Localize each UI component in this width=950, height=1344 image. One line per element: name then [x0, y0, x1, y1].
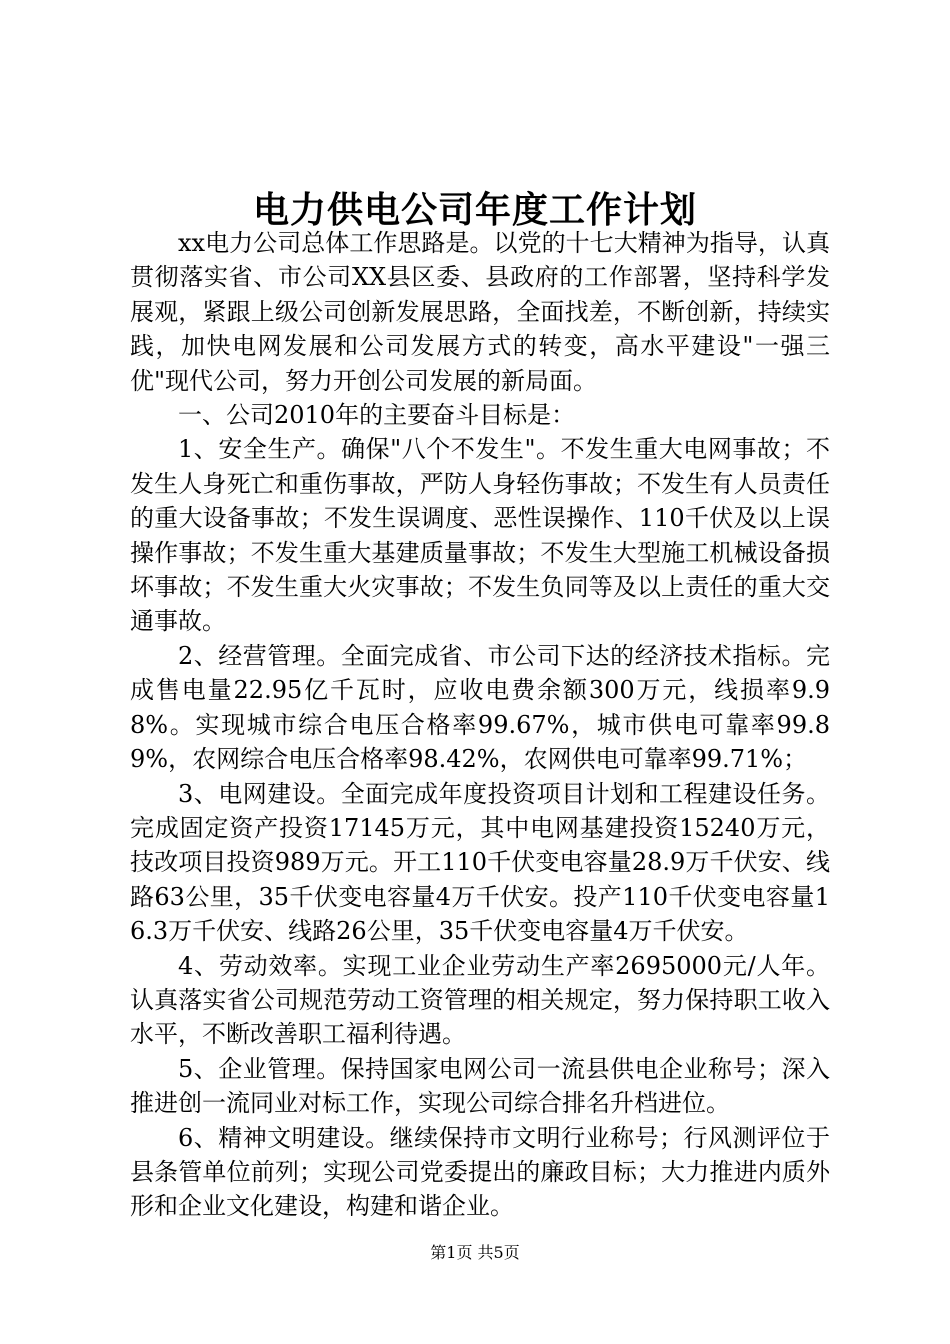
intro-paragraph: xx电力公司总体工作思路是。以党的十七大精神为指导，认真贯彻落实省、市公司XX县区委、县政府的工作部署，坚持科学发展观，紧跟上级公司创新发展思路，全面找差，不断创新，持续实践，加快电网发展和公司发展方式的转变，高水平建设"一强三优"现代公司，努力开创公司发展的新局面。: [130, 229, 830, 395]
operations-paragraph: 2、经营管理。全面完成省、市公司下达的经济技术指标。完成售电量22.95亿千瓦时，应收电费余额300万元，线损率9.98%。实现城市综合电压合格率99.67%，城市供电可靠率99.89%，农网综合电压合格率98.42%，农网供电可靠率99.71%；: [130, 641, 830, 774]
civilization-paragraph: 6、精神文明建设。继续保持市文明行业称号；行风测评位于县条管单位前列；实现公司党委提出的廉政目标；大力推进内质外形和企业文化建设，构建和谐企业。: [130, 1123, 830, 1221]
safety-paragraph: 1、安全生产。确保"八个不发生"。不发生重大电网事故；不发生人身死亡和重伤事故，严防人身轻伤事故；不发生有人员责任的重大设备事故；不发生误调度、恶性误操作、110千伏及以上误操作事故；不发生重大基建质量事故；不发生大型施工机械设备损坏事故；不发生重大火灾事故；不发生负同等及以上责任的重大交通事故。: [130, 435, 830, 636]
labor-efficiency-paragraph: 4、劳动效率。实现工业企业劳动生产率2695000元/人年。认真落实省公司规范劳动工资管理的相关规定，努力保持职工收入水平，不断改善职工福利待遇。: [130, 951, 830, 1049]
document-title: 电力供电公司年度工作计划: [252, 189, 697, 231]
document-body: [130, 226, 830, 1224]
grid-construction-paragraph: 3、电网建设。全面完成年度投资项目计划和工程建设任务。完成固定资产投资17145万元，其中电网基建投资15240万元，技改项目投资989万元。开工110千伏变电容量28.9万千伏安、线路63公里，35千伏变电容量4万千伏安。投产110千伏变电容量16.3万千伏安、线路26公里，35千伏变电容量4万千伏安。: [130, 779, 830, 946]
goals-heading: 一、公司2010年的主要奋斗目标是：: [178, 401, 576, 430]
enterprise-management-paragraph: 5、企业管理。保持国家电网公司一流县供电企业称号；深入推进创一流同业对标工作，实现公司综合排名升档进位。: [130, 1054, 830, 1118]
page-number: 第1页 共5页: [430, 1243, 520, 1262]
